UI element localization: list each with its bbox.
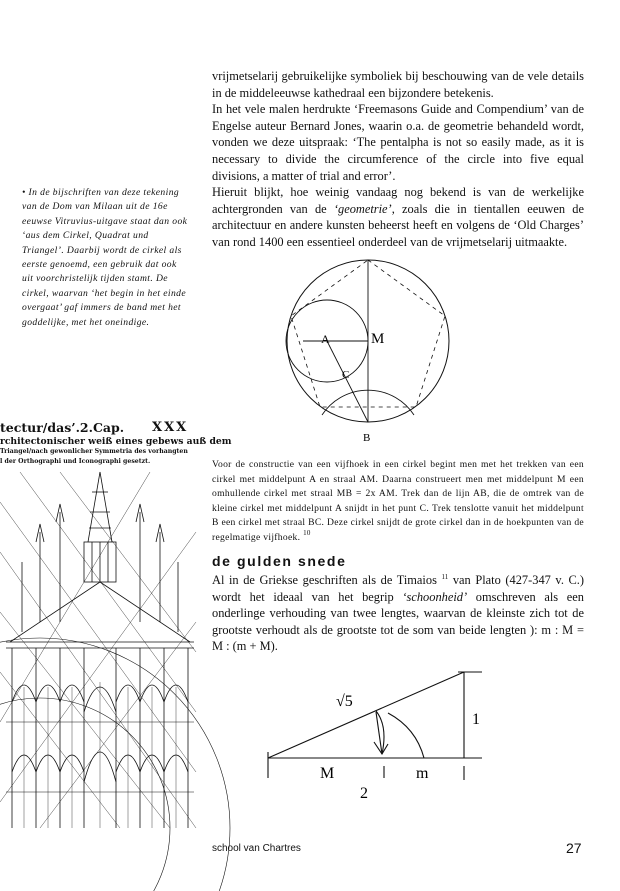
woodcut-heading-line4: l der Orthographi und Iconographi gesetzt. (0, 458, 151, 465)
page-number: 27 (566, 840, 582, 856)
arrow-shaft (376, 712, 382, 754)
label-M: M (320, 765, 335, 782)
label-sqrt5: √5 (336, 693, 353, 710)
label-c: C (342, 369, 350, 381)
sidenote: • In de bijschriften van deze tekening van de Dom van Milaan uit de 16e eeuwse Vitruvius-uitgave staat dan ook ‘aus dem Cirkel, Quadrat und Triangel’. Daarbij wordt de cirkel als eerste genoemd, een gebruik dat ook uit voorchristelijk tijden stamt. De cirkel, waarvan ‘het begin in het einde overgaat’ gaf immers de band met het goddelijke, met het oneindige. (22, 187, 188, 328)
label-m: M (371, 331, 385, 347)
hypotenuse (268, 672, 464, 758)
schoonheid-emphasis: ‘schoonheid’ (402, 589, 468, 604)
geometrie-emphasis: ‘geometrie’ (333, 201, 392, 216)
pentagon-construction-figure (283, 255, 453, 447)
woodcut-heading-line1: tectur/das’.2.Cap. (0, 420, 125, 435)
label-b: B (363, 432, 371, 444)
label-2: 2 (360, 785, 368, 802)
caption-footnote-ref: 10 (303, 528, 311, 537)
footer-text: school van Chartres (212, 843, 301, 854)
main-text (212, 68, 584, 251)
woodcut-heading-line2: rchitectonischer weiß eines gebews auß dem (0, 436, 232, 447)
woodcut-chapter-number: XXX (152, 420, 189, 435)
label-a: A (321, 332, 330, 346)
woodcut-heading-line3: Triangel/nach gewonlicher Symmetria des vorhangten (0, 448, 188, 455)
paragraph-2: In het vele malen herdrukte ‘Freemasons Guide and Compendium’ van de Engelse auteur Bernard Jones, waarin o.a. de geometrie behandeld wordt, vonden we deze uitspraak: ‘The pentalpha is not so easily made, as it is necessary to divide the circumference of the circle into five equal divisions, a matter of trial and error’. (212, 102, 584, 183)
woodcut-illustration (0, 418, 232, 828)
arc-1 (388, 713, 424, 758)
paragraph-3: Hieruit blijkt, hoe weinig vandaag nog bekend is van de werkelijke achtergronden van de ‘geometrie’, zoals die in tientallen eeuwen de architectuur en andere kunsten beheerst heeft en volgens de ‘Old Charges’ van rond 1400 een essentieel onderdeel van de vrijmetselarij uitmaakte. (212, 185, 584, 249)
section-footnote-ref: 11 (441, 573, 449, 581)
paragraph-1: vrijmetselarij gebruikelijke symboliek bij beschouwing van de vele details in de middeleeuwse kathedraal een bijzondere betekenis. (212, 69, 584, 100)
figure-caption: Voor de constructie van een vijfhoek in een cirkel begint men met het trekken van een cirkel met middelpunt A en straal AM. Daarna construeert men met middelpunt M een omhullende cirkel met straal MB = 2x AM. Trek dan de lijn AB, die de omtrek van de kleine cirkel met middelpunt A snijdt in het punt C. Trek tenslotte vanuit het middelpunt B een cirkel met straal BC. Deze cirkel snijdt de grote cirkel dan in de hoekpunten van de regelmatige vijfhoek. $^{10}$ (212, 459, 584, 543)
cathedral-drawing (0, 472, 196, 828)
golden-section-figure (258, 666, 498, 806)
section-title: de gulden snede (212, 553, 347, 569)
label-m: m (416, 765, 429, 782)
section-body: Al in de Griekse geschriften als de Timaios $^{11}$ van Plato (427-347 v. C.) wordt het ideaal van het begrip ‘schoonheid’ omschreven als een onderlinge verhouding van twee lengtes, waarvan de kleinste zich tot de grootste verhoudt als de grootste tot de som van beide lengten ): m : M = M : (m + M). (212, 573, 584, 654)
label-1: 1 (472, 711, 480, 728)
